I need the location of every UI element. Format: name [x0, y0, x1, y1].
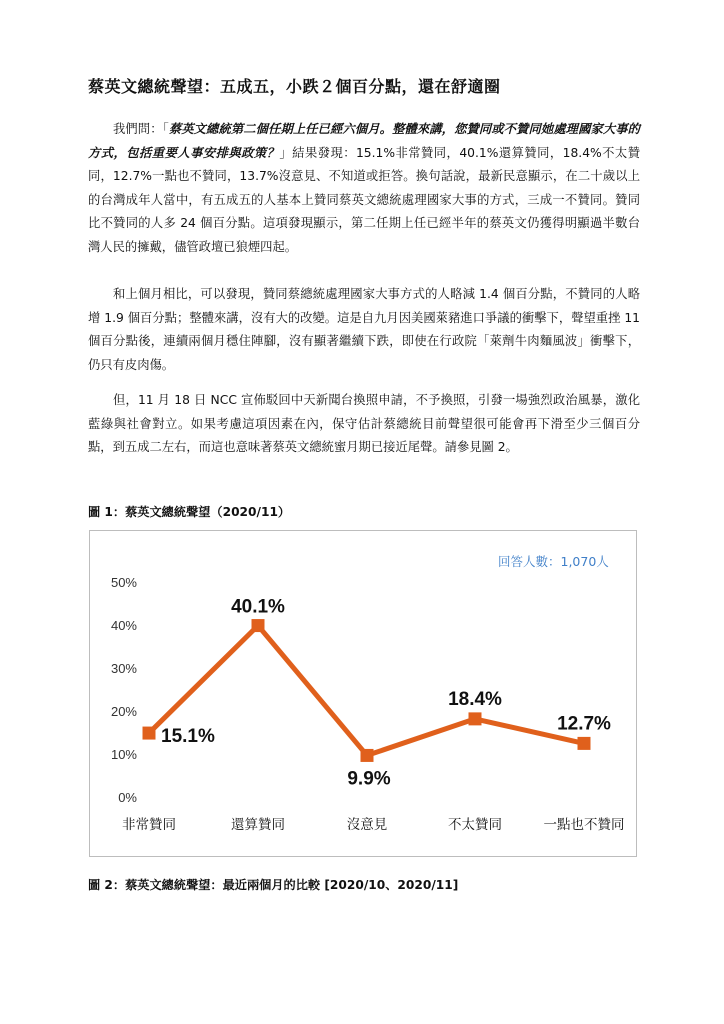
data-value-label: 18.4% [448, 688, 502, 710]
data-value-label: 12.7% [557, 713, 611, 735]
y-tick-label: 40% [110, 618, 137, 633]
data-point-marker [252, 619, 265, 632]
figure-1-caption: 圖 1：蔡英文總統聲望（2020/11） [88, 505, 291, 519]
paragraph-1-rest: 」結果發現：15.1%非常贊同，40.1%還算贊同，18.4%不太贊同，12.7%一點也不贊同，13.7%沒意見、不知道或拒答。換句話說，最新民意顯示，在二十歲以上的台灣成年人當中，有五成五的人基本上贊同蔡英文總統處理國家大事的方式，三成一不贊同。贊同比不贊同的人多 24 個百分點。這項發現顯示，第二任期上任已經半年的蔡英文仍獲得明顯過半數台灣人民的擁戴，儘管政壇已狼煙四起。 [88, 145, 640, 254]
data-value-label: 9.9% [347, 768, 391, 790]
y-tick-label: 50% [110, 575, 137, 590]
paragraph-2: 和上個月相比，可以發現，贊同蔡總統處理國家大事方式的人略減 1.4 個百分點，不贊同的人略增 1.9 個百分點；整體來講，沒有大的改變。這是自九月因美國萊豬進口爭議的衝擊下，聲望重挫 11 個百分點後，連續兩個月穩住陣腳，沒有顯著繼續下跌，即使在行政院「萊劑牛肉麵風波」衝擊下，仍只有皮肉傷。 [88, 287, 640, 372]
data-point-marker [578, 737, 591, 750]
approval-chart [89, 530, 637, 857]
y-tick-label: 20% [110, 704, 137, 719]
paragraph-1-intro: 我們問：「 [113, 122, 169, 136]
y-tick-label: 10% [110, 747, 137, 762]
y-tick-label: 30% [110, 661, 137, 676]
x-category-label: 還算贊同 [231, 817, 285, 833]
x-category-label: 沒意見 [346, 817, 388, 833]
x-category-label: 不太贊同 [448, 817, 502, 833]
data-value-label: 15.1% [161, 726, 215, 748]
data-value-label: 40.1% [231, 596, 285, 618]
data-point-marker [143, 727, 156, 740]
approval-chart-svg [90, 531, 638, 858]
page-title: 蔡英文總統聲望：五成五，小跌２個百分點，還在舒適圈 [88, 77, 501, 96]
paragraph-1 [88, 118, 640, 260]
x-category-label: 一點也不贊同 [543, 817, 625, 833]
paragraph-3: 但，11 月 18 日 NCC 宣佈駁回中天新聞台換照申請，不予換照，引發一場強烈政治風暴，激化藍綠與社會對立。如果考慮這項因素在內，保守估計蔡總統目前聲望很可能會再下滑至少三個百分點，到五成二左右，而這也意味著蔡英文總統蜜月期已接近尾聲。請參見圖 2。 [88, 393, 640, 455]
x-category-label: 非常贊同 [122, 817, 176, 833]
figure-2-caption: 圖 2：蔡英文總統聲望：最近兩個月的比較 [2020/10、2020/11] [88, 878, 459, 892]
data-point-marker [361, 749, 374, 762]
respondent-count-label: 回答人數：1,070人 [498, 554, 609, 569]
survey-question: 蔡英文總統第二個任期上任已經六個月。整體來講，您贊同或不贊同她處理國家大事的方式，包括重要人事安排與政策？ [88, 122, 640, 160]
data-point-marker [469, 712, 482, 725]
y-tick-label: 0% [118, 790, 137, 805]
